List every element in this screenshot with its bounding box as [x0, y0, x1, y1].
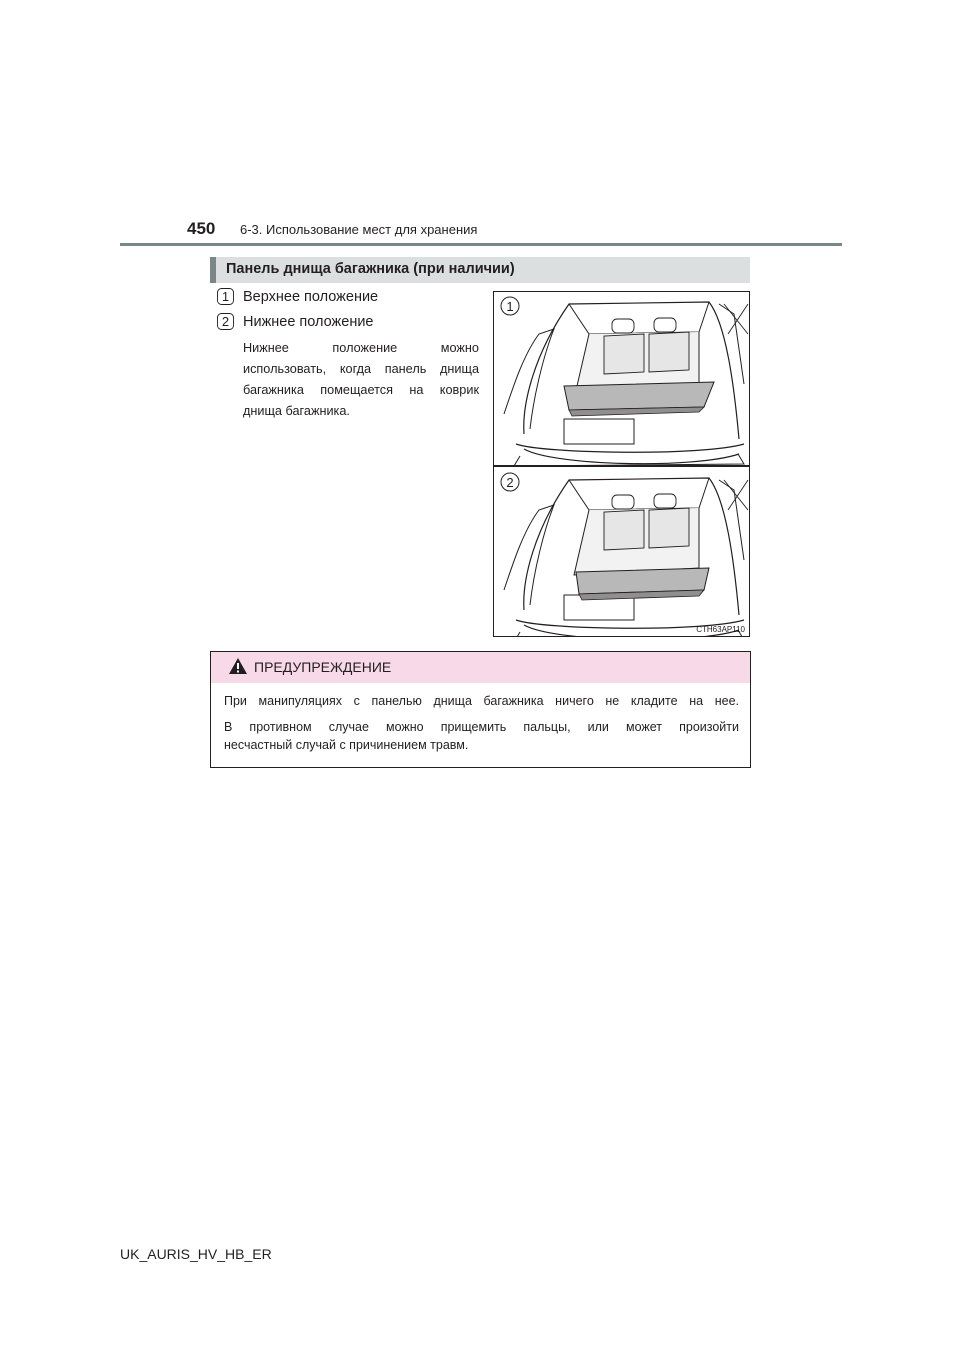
figure-code: CTH63AP110 [696, 625, 745, 634]
svg-text:2: 2 [221, 314, 230, 329]
section-title: 6-3. Использование мест для хранения [240, 222, 478, 237]
list-item-label: Верхнее положение [243, 289, 379, 305]
svg-text:2: 2 [506, 475, 514, 490]
subsection-accent [210, 257, 216, 283]
figure-illustration [493, 291, 750, 637]
warning-header [211, 652, 750, 683]
warning-title: ПРЕДУПРЕЖДЕНИЕ [254, 659, 392, 675]
number-marker-1 [217, 288, 235, 306]
warning-text-line: несчастный случай с причинением травм. [224, 738, 469, 752]
warning-box [210, 651, 751, 768]
footer-code: UK_AURIS_HV_HB_ER [120, 1246, 272, 1262]
number-marker-2 [217, 313, 235, 331]
warning-triangle-icon [228, 657, 248, 680]
trunk-floor-illustration [494, 292, 749, 636]
upper-position-panel [501, 297, 748, 466]
svg-text:1: 1 [506, 299, 514, 314]
header-rule [120, 243, 842, 246]
description-text: Нижнее положение можно использовать, когда панель днища багажника помещается на коврик днища багажника. [243, 341, 479, 418]
list-item-label: Нижнее положение [243, 314, 374, 330]
lower-position-panel [501, 473, 748, 636]
warning-text-line: В противном случае можно прищемить пальцы, или может произойти [224, 720, 739, 734]
subsection-bar [210, 257, 750, 283]
warning-text-line: При манипуляциях с панелью днища багажника ничего не кладите на нее. [224, 694, 739, 708]
svg-text:1: 1 [221, 289, 230, 304]
subsection-title: Панель днища багажника (при наличии) [226, 261, 515, 277]
page-number: 450 [187, 219, 216, 238]
